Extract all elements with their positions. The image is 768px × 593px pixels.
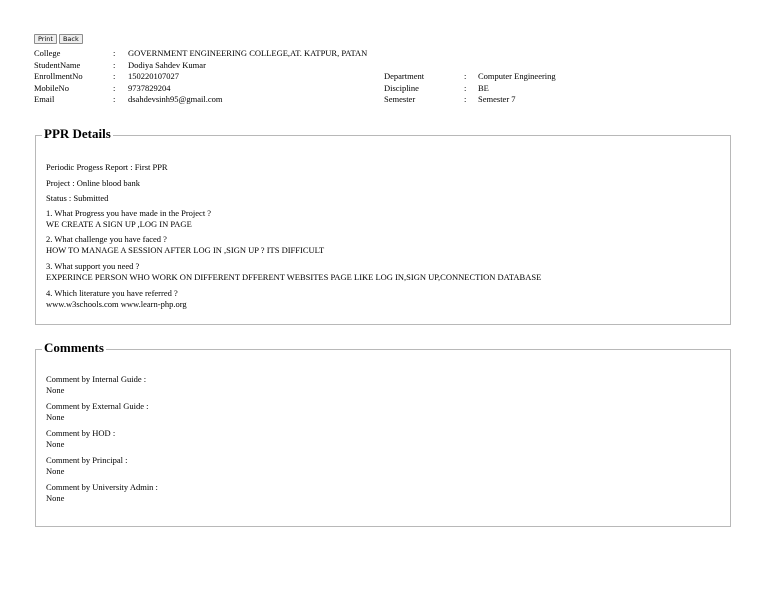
answer-2: HOW TO MANAGE A SESSION AFTER LOG IN ,SIGN UP ? ITS DIFFICULT <box>46 245 325 255</box>
print-button[interactable]: Print <box>34 34 57 44</box>
semester-value: Semester 7 <box>478 94 516 104</box>
separator: : <box>464 94 467 104</box>
comments-legend: Comments <box>44 340 104 355</box>
email-label: Email <box>34 94 55 104</box>
semester-label: Semester <box>384 94 416 104</box>
enrollment-row <box>34 71 556 83</box>
department-value: Computer Engineering <box>478 71 556 81</box>
comments-section <box>35 340 731 527</box>
separator: : <box>464 71 467 81</box>
separator: : <box>113 59 116 70</box>
internal-guide-label: Comment by Internal Guide : <box>46 374 147 384</box>
question-2: 2. What challenge you have faced ? <box>46 234 167 244</box>
hod-label: Comment by HOD : <box>46 428 116 438</box>
hod-value: None <box>46 439 65 449</box>
question-3: 3. What support you need ? <box>46 261 140 271</box>
discipline-label: Discipline <box>384 82 419 93</box>
university-admin-label: Comment by University Admin : <box>46 482 158 492</box>
back-button[interactable]: Back <box>59 34 83 44</box>
toolbar <box>34 34 83 44</box>
external-guide-value: None <box>46 412 65 422</box>
mobile-value: 9737829204 <box>128 82 171 93</box>
student-name-value: Dodiya Sahdev Kumar <box>128 59 206 70</box>
student-name-row <box>34 60 556 72</box>
answer-4: www.w3schools.com www.learn-php.org <box>46 299 187 309</box>
mobile-label: MobileNo <box>34 82 69 93</box>
student-info-table <box>34 48 556 106</box>
email-row <box>34 94 556 106</box>
student-name-label: StudentName <box>34 59 81 70</box>
principal-value: None <box>46 466 65 476</box>
question-4: 4. Which literature you have referred ? <box>46 288 178 298</box>
ppr-details-section <box>35 126 731 325</box>
department-label: Department <box>384 71 425 81</box>
enrollment-label: EnrollmentNo <box>34 71 83 81</box>
college-value: GOVERNMENT ENGINEERING COLLEGE,AT. KATPUR, PATAN <box>128 48 368 58</box>
ppr-details-legend: PPR Details <box>44 126 111 141</box>
separator: : <box>113 82 116 93</box>
answer-3: EXPERINCE PERSON WHO WORK ON DIFFERENT DFFERENT WEBSITES PAGE LIKE LOG IN,SIGN UP,CONNECTION DATABASE <box>46 272 542 282</box>
principal-label: Comment by Principal : <box>46 455 128 465</box>
mobile-row <box>34 83 556 95</box>
answer-1: WE CREATE A SIGN UP ,LOG IN PAGE <box>46 219 192 229</box>
enrollment-value: 150220107027 <box>128 71 179 81</box>
status-line: Status : Submitted <box>46 193 109 203</box>
separator: : <box>113 48 116 58</box>
college-label: College <box>34 48 61 58</box>
project-line: Project : Online blood bank <box>46 178 140 188</box>
report-line: Periodic Progess Report : First PPR <box>46 162 168 172</box>
separator: : <box>464 82 467 93</box>
university-admin-value: None <box>46 493 65 503</box>
internal-guide-value: None <box>46 385 65 395</box>
discipline-value: BE <box>478 82 489 93</box>
external-guide-label: Comment by External Guide : <box>46 401 149 411</box>
email-value: dsahdevsinh95@gmail.com <box>128 94 223 104</box>
separator: : <box>113 71 116 81</box>
separator: : <box>113 94 116 104</box>
question-1: 1. What Progress you have made in the Project ? <box>46 208 212 218</box>
college-row <box>34 48 556 60</box>
